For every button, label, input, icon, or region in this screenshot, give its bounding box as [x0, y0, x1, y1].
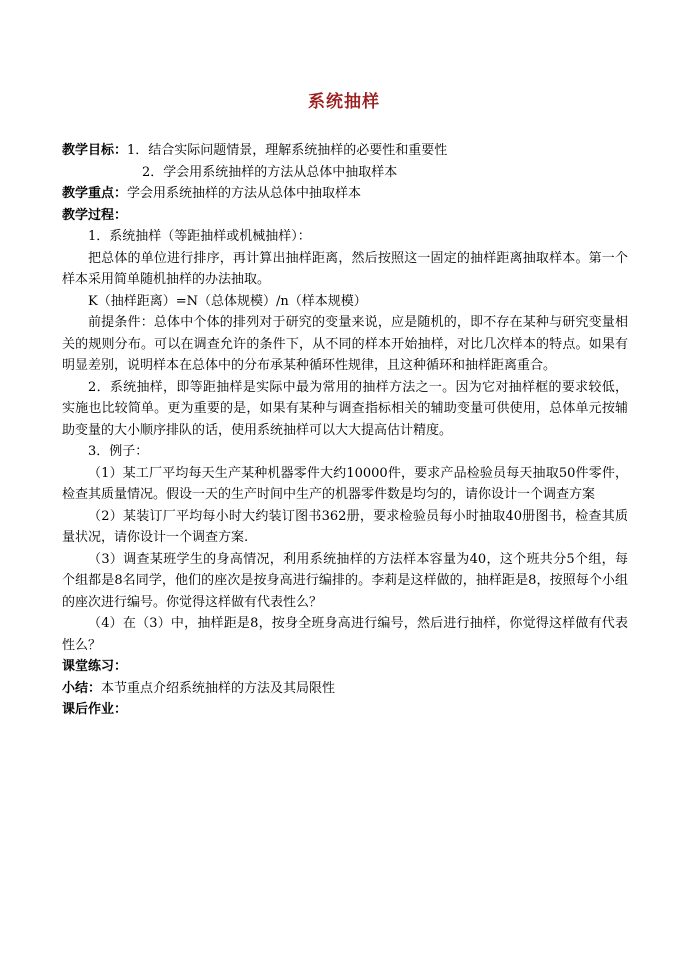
goals-line [62, 140, 628, 162]
homework-label: 课后作业： [62, 702, 128, 717]
key-line [62, 183, 628, 205]
section2-paragraph: 2．系统抽样，即等距抽样是实际中最为常用的抽样方法之一。因为它对抽样框的要求较低，实施也比较简单。更为重要的是，如果有某种与调查指标相关的辅助变量可供使用，总体单元按辅助变量的大小顺序排队的话，使用系统抽样可以大大提高估计精度。 [62, 379, 628, 438]
process-line [62, 205, 628, 227]
practice-line [62, 656, 628, 678]
goal-2-line [62, 162, 628, 184]
section1-paragraph: 把总体的单位进行排序，再计算出抽样距离，然后按照这一固定的抽样距离抽取样本。第一个样本采用简单随机抽样的办法抽取。 [62, 250, 628, 287]
premise-paragraph: 前提条件：总体中个体的排列对于研究的变量来说，应是随机的，即不存在某种与研究变量相关的规则分布。可以在调查允许的条件下，从不同的样本开始抽样，对比几次样本的特点。如果有明显差别，说明样本在总体中的分布承某种循环性规律，且这种循环和抽样距离重合。 [62, 315, 628, 373]
key-text: 学会用系统抽样的方法从总体中抽取样本 [127, 186, 362, 201]
page-title: 系统抽样 [308, 92, 380, 112]
summary-text: 本节重点介绍系统抽样的方法及其局限性 [101, 680, 336, 696]
example-4: （4）在（3）中，抽样距是8，按身全班身高进行编号，然后进行抽样，你觉得这样做有代表性么？ [62, 616, 628, 653]
goal-1: 1．结合实际问题情景，理解系统抽样的必要性和重要性 [127, 143, 448, 158]
homework-line [62, 699, 628, 721]
section3-heading: 3．例子： [88, 444, 149, 459]
section1-heading: 1．系统抽样（等距抽样或机械抽样）： [88, 229, 311, 244]
formula: K（抽样距离）=N（总体规模）/n（样本规模） [88, 293, 367, 309]
example-1: （1）某工厂平均每天生产某种机器零件大约10000件，要求产品检验员每天抽取50件零件，检查其质量情况。假设一天的生产时间中生产的机器零件数是均匀的，请你设计一个调查方案 [62, 465, 628, 502]
example-2: （2）某装订厂平均每小时大约装订图书362册，要求检验员每小时抽取40册图书，检查其质量状况，请你设计一个调查方案. [62, 508, 628, 545]
goal-2: 2．学会用系统抽样的方法从总体中抽取样本 [142, 164, 398, 180]
summary-label: 小结： [62, 680, 102, 696]
summary-line [62, 678, 628, 700]
document-body [62, 140, 628, 721]
example-3: （3）调查某班学生的身高情况，利用系统抽样的方法样本容量为40，这个班共分5个组，每个组都是8名同学，他们的座次是按身高进行编排的。李莉是这样做的，抽样距是8，按照每个小组的座次进行编号。你觉得这样做有代表性么？ [62, 551, 628, 610]
process-label: 教学过程： [62, 207, 128, 223]
key-label: 教学重点： [62, 186, 128, 201]
practice-label: 课堂练习： [62, 659, 128, 674]
goals-label: 教学目标： [62, 143, 128, 158]
